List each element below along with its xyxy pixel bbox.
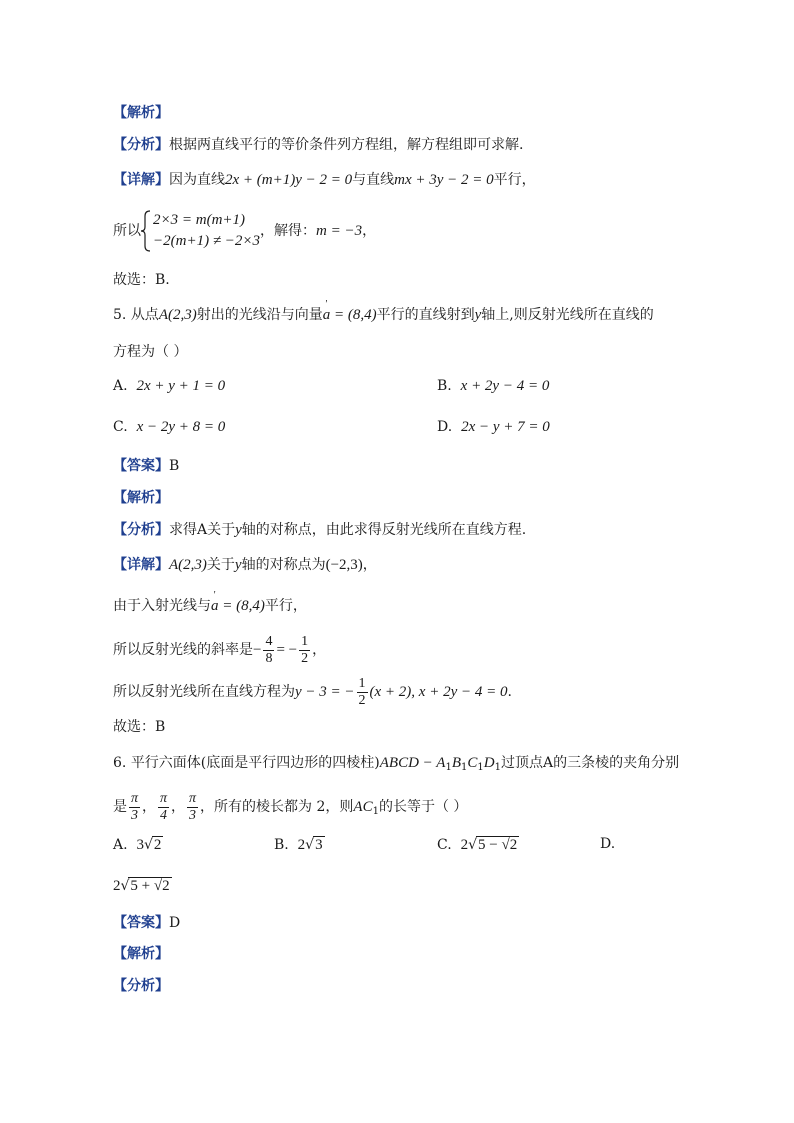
q6-option-d-label[interactable]: D. bbox=[600, 836, 616, 852]
q6-option-b[interactable]: B. 2√3 bbox=[274, 837, 323, 853]
q5-guxuan: 故选：B bbox=[113, 719, 166, 735]
q5-parallel: 由于入射光线与' a = (8,4)平行， bbox=[113, 596, 307, 616]
q5-xiangjie: 【详解】A(2,3)关于y轴的对称点为(−2,3)， bbox=[113, 557, 377, 573]
q6-answer: 【答案】D bbox=[113, 915, 181, 931]
q5-option-d[interactable]: D. 2x − y + 7 = 0 bbox=[437, 419, 550, 435]
q6-option-a[interactable]: A. 3√2 bbox=[113, 837, 162, 853]
fraction: $\frac{\pi}{3}$ bbox=[189, 790, 197, 823]
q5-option-a[interactable]: A. 2x + y + 1 = 0 bbox=[113, 378, 226, 394]
q5-stem: 5. 从点A(2,3)射出的光线沿与向量' a = (8,4)平行的直线射到y轴上,则反射光线所在直线的 bbox=[113, 305, 654, 325]
q5-option-c[interactable]: C. x − 2y + 8 = 0 bbox=[113, 419, 226, 435]
q5-stem-2: 方程为（ ） bbox=[113, 344, 188, 360]
q6-jiexi: 【解析】 bbox=[113, 946, 169, 962]
fraction: $\frac{1}{2}$ bbox=[301, 633, 309, 666]
q6-stem-2: 是 $\frac{\pi}{3}$ ， $\frac{\pi}{4}$ ， $\frac{\pi}{3}$ ，所有的棱长都为 2，则$AC_1$的长等于（ ） bbox=[113, 790, 468, 823]
fraction: $\frac{4}{8}$ bbox=[265, 633, 273, 666]
q5-fenxi: 【分析】求得A关于y轴的对称点，由此求得反射光线所在直线方程. bbox=[113, 522, 527, 538]
s4-fenxi: 【分析】根据两直线平行的等价条件列方程组，解方程组即可求解. bbox=[113, 137, 524, 153]
q6-option-d[interactable]: 2√5 + √2 bbox=[113, 878, 170, 894]
s4-xiangjie: 【详解】因为直线2x + (m+1)y − 2 = 0与直线mx + 3y − 2 = 0平行， bbox=[113, 172, 536, 188]
s4-jiexi: 【解析】 bbox=[113, 105, 169, 121]
fraction: $\frac{\pi}{4}$ bbox=[160, 790, 168, 823]
q5-option-b[interactable]: B. x + 2y − 4 = 0 bbox=[437, 378, 550, 394]
fraction: $\frac{\pi}{3}$ bbox=[131, 790, 139, 823]
q5-slope: 所以反射光线的斜率是− $\frac{4}{8}$ = − $\frac{1}{2}$ ， bbox=[113, 633, 327, 666]
s4-guxuan: 故选：B. bbox=[113, 272, 170, 288]
q5-equation: 所以反射光线所在直线方程为y − 3 = − $\frac{1}{2}$ (x + 2), x + 2y − 4 = 0. bbox=[113, 675, 512, 708]
s4-system: 所以 2×3 = m(m+1) −2(m+1) ≠ −2×3 ，解得：m = −3， bbox=[113, 210, 376, 252]
q6-option-c[interactable]: C. 2√5 − √2 bbox=[437, 837, 518, 853]
q5-answer: 【答案】B bbox=[113, 458, 180, 474]
fraction: $\frac{1}{2}$ bbox=[358, 675, 366, 708]
q6-fenxi: 【分析】 bbox=[113, 978, 169, 994]
equation-system: 2×3 = m(m+1) −2(m+1) ≠ −2×3 bbox=[141, 210, 260, 252]
q6-stem: 6. 平行六面体(底面是平行四边形的四棱柱)ABCD − $A_1B_1C_1D_1$过顶点A的三条棱的夹角分别 bbox=[113, 755, 680, 773]
q5-jiexi: 【解析】 bbox=[113, 490, 169, 506]
